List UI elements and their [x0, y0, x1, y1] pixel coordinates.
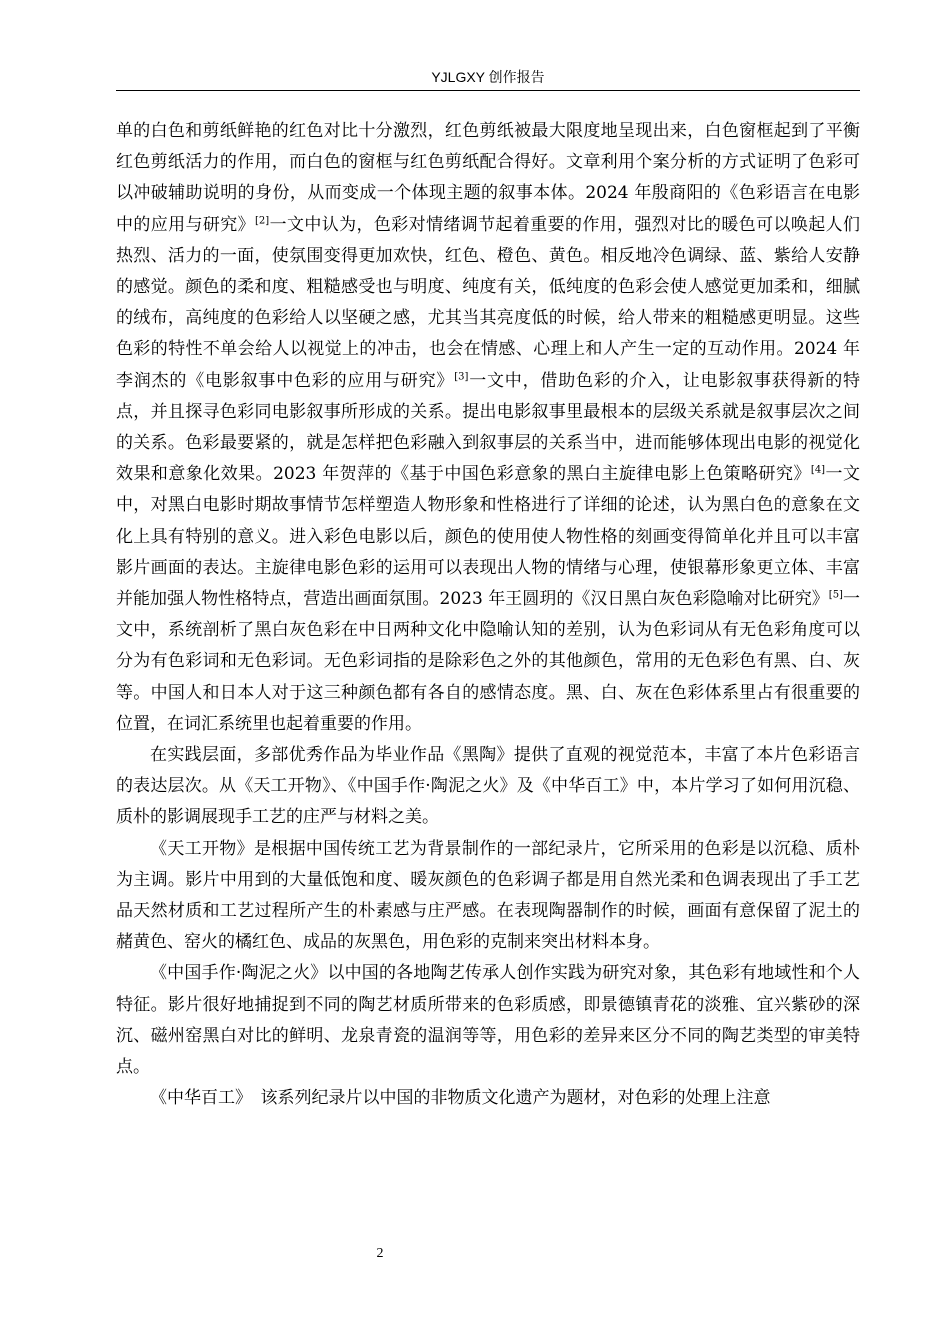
- text-run: 一文中，借助色彩的介入，让电影叙事获得新的特点，并且探寻色彩同电影叙事所形成的关系。提出电影叙事里最根本的层级关系就是叙事层次之间的关系。色彩最要紧的，就是怎样把色彩融入到叙事层的关系当中，进而能够体现出电影的视觉化效果和意象化效果。2023 年贺萍的《基于中国色彩意象的黑白主旋律电影上色策略研究》: [116, 370, 861, 485]
- citation-marker: [2]: [255, 214, 270, 226]
- text-run: 单的白色和剪纸鲜艳的红色对比十分激烈，红色剪纸被最大限度地呈现出来，白色窗框起到了平衡红色剪纸活力的作用，而白色的窗框与红色剪纸配合得好。文章利用个案分析的方式证明了色彩可以冲破辅助说明的身份，从而变成一个体现主题的叙事本体。2024 年殷商阳的《色彩语言在电影中的应用与研究》: [116, 121, 860, 235]
- text-run: 一文中认为，色彩对情绪调节起着重要的作用，强烈对比的暖色可以唤起人们热烈、活力的一面，使氛围变得更加欢快，红色、橙色、黄色。相反地冷色调绿、蓝、紫给人安静的感觉。颜色的柔和度、粗糙感受也与明度、纯度有关，低纯度的色彩会使人感觉更加柔和，细腻的绒布，高纯度的色彩给人以坚硬之感，尤其当其亮度低的时候，给人带来的粗糙感更明显。这些色彩的特性不单会给人以视觉上的冲击，也会在情感、心理上和人产生一定的互动作用。2024 年李润杰的《电影叙事中色彩的应用与研究》: [116, 214, 860, 391]
- text-run: 《中国手作·陶泥之火》以中国的各地陶艺传承人创作实践为研究对象，其色彩有地域性和个人特征。影片很好地捕捉到不同的陶艺材质所带来的色彩质感，即景德镇青花的淡雅、宜兴紫砂的深沉、磁州窑黑白对比的鲜明、龙泉青瓷的温润等等，用色彩的差异来区分不同的陶艺类型的审美特点。: [116, 963, 860, 1078]
- page-number: 2: [376, 1246, 384, 1261]
- text-run: 《天工开物》是根据中国传统工艺为背景制作的一部纪录片，它所采用的色彩是以沉稳、质朴为主调。影片中用到的大量低饱和度、暖灰颜色的色彩调子都是用自然光柔和色调表现出了手工艺品天然材质和工艺过程所产生的朴素感与庄严感。在表现陶器制作的时候，画面有意保留了泥土的赭黄色、窑火的橘红色、成品的灰黑色，用色彩的克制来突出材料本身。: [116, 838, 860, 953]
- paragraph: [116, 740, 860, 834]
- citation-marker: [4]: [810, 464, 826, 476]
- citation-marker: [5]: [828, 589, 843, 601]
- citation-marker: [3]: [454, 370, 469, 382]
- page-header: YJLGXY 创作报告: [431, 69, 545, 85]
- header-rule: [116, 90, 860, 91]
- paragraph: [116, 958, 860, 1083]
- body-text: [116, 116, 860, 1115]
- text-run: 在实践层面，多部优秀作品为毕业作品《黑陶》提供了直观的视觉范本，丰富了本片色彩语言的表达层次。从《天工开物》、《中国手作·陶泥之火》及《中华百工》中，本片学习了如何用沉稳、质朴的影调展现手工艺的庄严与材料之美。: [116, 745, 860, 828]
- text-run: 一文中，系统剖析了黑白灰色彩在中日两种文化中隐喻认知的差别，认为色彩词从有无色彩角度可以分为有色彩词和无色彩词。无色彩词指的是除彩色之外的其他颜色，常用的无色彩色有黑、白、灰等。中国人和日本人对于这三种颜色都有各自的感情态度。黑、白、灰在色彩体系里占有很重要的位置，在词汇系统里也起着重要的作用。: [116, 589, 860, 734]
- paragraph: [116, 116, 860, 740]
- paragraph: [116, 834, 860, 959]
- text-run: 一文中，对黑白电影时期故事情节怎样塑造人物形象和性格进行了详细的论述，认为黑白色的意象在文化上具有特别的意义。进入彩色电影以后，颜色的使用使人物性格的刻画变得简单化并且可以丰富影片画面的表达。主旋律电影色彩的运用可以表现出人物的情绪与心理，使银幕形象更立体、丰富并能加强人物性格特点，营造出画面氛围。2023 年王圆玥的《汉日黑白灰色彩隐喻对比研究》: [116, 464, 861, 610]
- text-run: 《中华百工》 该系列纪录片以中国的非物质文化遗产为题材，对色彩的处理上注意: [150, 1088, 771, 1109]
- paragraph: [116, 1083, 860, 1114]
